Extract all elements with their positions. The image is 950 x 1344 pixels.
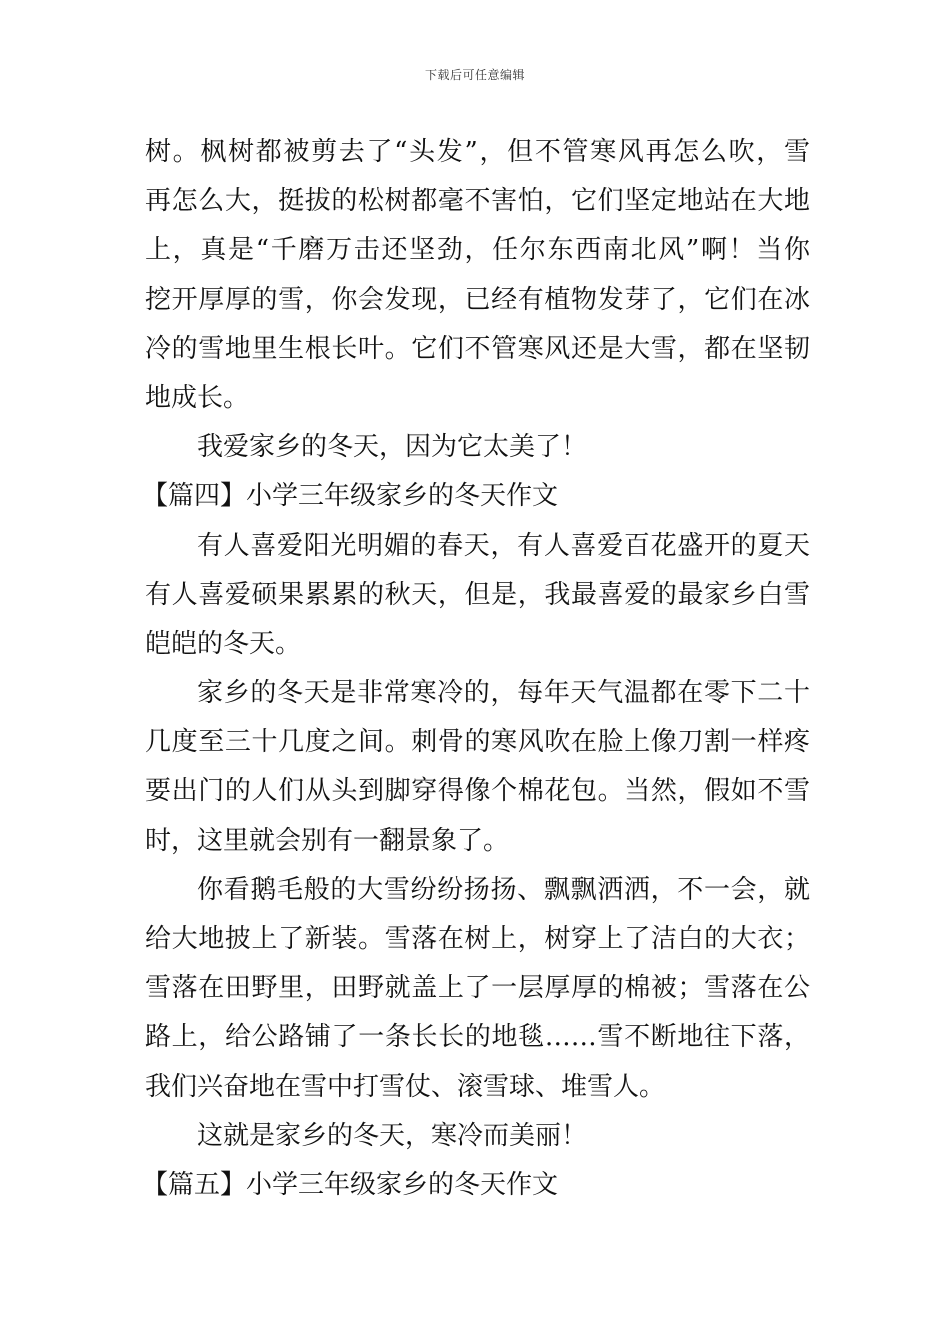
text-line: 上，真是“千磨万击还坚劲，任尔东西南北风”啊！当你 [145, 235, 810, 266]
document-body [142, 128, 810, 1210]
text-line: 雪落在田野里，田野就盖上了一层厚厚的棉被；雪落在公 [145, 973, 810, 1004]
text-line: 时，这里就会别有一翻景象了。 [145, 825, 510, 856]
text-line: 再怎么大，挺拔的松树都毫不害怕，它们坚定地站在大地 [145, 186, 810, 217]
text-line: 要出门的人们从头到脚穿得像个棉花包。当然，假如不雪 [145, 776, 810, 807]
text-line: 几度至三十几度之间。刺骨的寒风吹在脸上像刀割一样疼 [145, 727, 810, 758]
text-line: 家乡的冬天是非常寒冷的，每年天气温都在零下二十 [197, 678, 810, 709]
text-line: 树。枫树都被剪去了“头发”，但不管寒风再怎么吹，雪 [145, 137, 810, 167]
section-heading: 【篇四】小学三年级家乡的冬天作文 [142, 481, 559, 512]
text-line: 冷的雪地里生根长叶。它们不管寒风还是大雪，都在坚韧 [145, 333, 810, 364]
section-heading: 【篇五】小学三年级家乡的冬天作文 [142, 1169, 559, 1200]
text-line: 我们兴奋地在雪中打雪仗、滚雪球、堆雪人。 [145, 1071, 666, 1102]
text-line: 挖开厚厚的雪，你会发现，已经有植物发芽了，它们在冰 [145, 284, 810, 315]
page-header: 下载后可任意编辑 [424, 68, 525, 82]
text-line: 地成长。 [145, 382, 250, 413]
text-line: 你看鹅毛般的大雪纷纷扬扬、飘飘洒洒，不一会，就 [197, 874, 810, 905]
text-line: 路上，给公路铺了一条长长的地毯……雪不断地往下落， [145, 1022, 810, 1053]
text-line: 有人喜爱阳光明媚的春天，有人喜爱百花盛开的夏天 [197, 530, 810, 561]
text-line: 给大地披上了新装。雪落在树上，树穿上了洁白的大衣； [145, 924, 810, 954]
text-line: 我爱家乡的冬天，因为它太美了！ [197, 432, 588, 463]
text-line: 皑皑的冬天。 [145, 628, 302, 659]
text-line: 有人喜爱硕果累累的秋天，但是，我最喜爱的最家乡白雪 [145, 579, 810, 610]
text-line: 这就是家乡的冬天，寒冷而美丽！ [197, 1120, 588, 1151]
